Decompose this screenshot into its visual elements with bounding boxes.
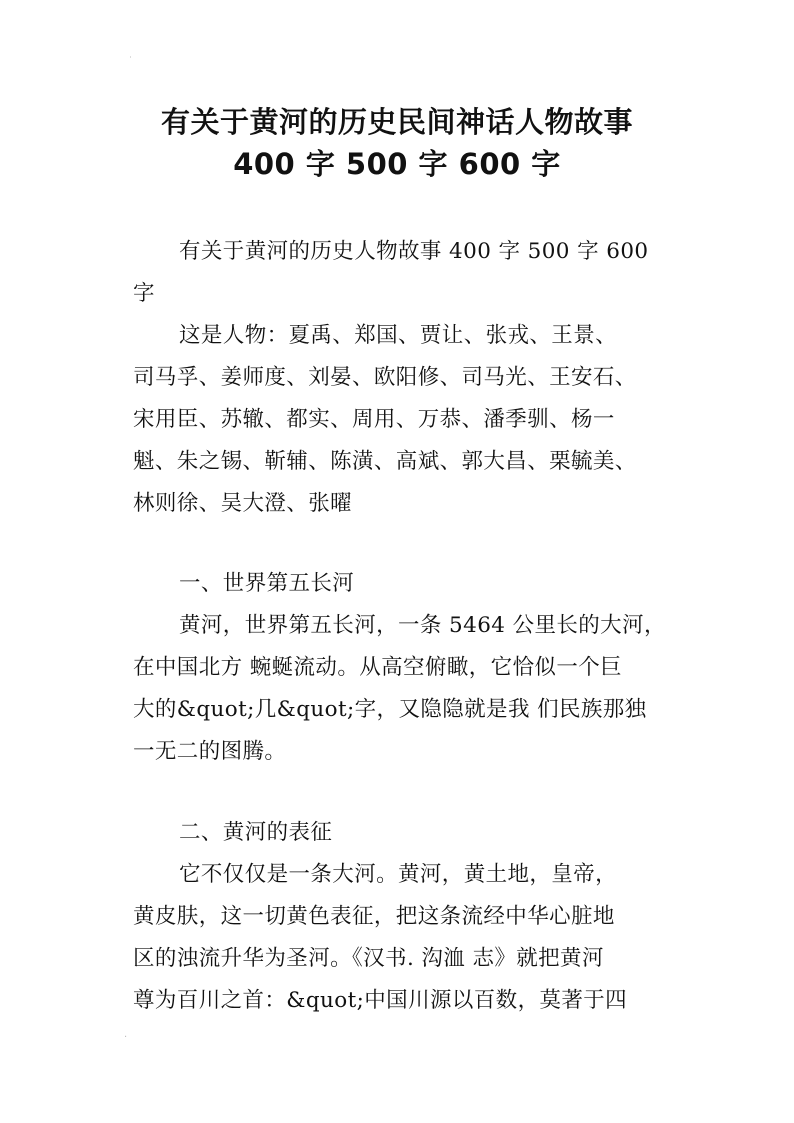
paragraph-line: 有关于黄河的历史人物故事 400 字 500 字 600 xyxy=(179,239,649,264)
paragraph-line: 字 xyxy=(133,281,155,306)
section-2 xyxy=(133,812,673,1022)
section-heading: 二、黄河的表征 xyxy=(179,820,333,845)
paragraph-line: 司马孚、姜师度、刘晏、欧阳修、司马光、王安石、 xyxy=(133,365,637,390)
scan-mark-top: ˙ xyxy=(128,56,133,67)
document-title-line-2: 400 字 500 字 600 字 xyxy=(233,147,561,181)
intro-paragraph xyxy=(133,231,673,315)
paragraph-line: 黄皮肤，这一切黄色表征，把这条流经中华心脏地 xyxy=(133,904,615,929)
paragraph-line: 林则徐、吴大澄、张曜 xyxy=(133,491,353,516)
paragraph-line: 这是人物：夏禹、郑国、贾让、张戎、王景、 xyxy=(179,323,618,348)
people-paragraph xyxy=(133,315,673,525)
paragraph-line: 尊为百川之首：&quot;中国川源以百数，莫著于四 xyxy=(133,988,628,1013)
section-heading: 一、世界第五长河 xyxy=(179,571,355,596)
paragraph-line: 在中国北方 蜿蜒流动。从高空俯瞰，它恰似一个巨 xyxy=(133,655,623,680)
document-title-line-1: 有关于黄河的历史民间神话人物故事 xyxy=(160,105,633,139)
paragraph-line: 黄河，世界第五长河，一条 5464 公里长的大河， xyxy=(179,613,666,638)
paragraph-line: 大的&quot;几&quot;字，又隐隐就是我 们民族那独 xyxy=(133,697,647,722)
paragraph-line: 魁、朱之锡、靳辅、陈潢、高斌、郭大昌、栗毓美、 xyxy=(133,449,637,474)
paragraph-line: 宋用臣、苏辙、都实、周用、万恭、潘季驯、杨一 xyxy=(133,407,615,432)
section-1 xyxy=(133,563,673,773)
scan-mark-bottom: · xyxy=(124,1032,128,1043)
paragraph-line: 一无二的图腾。 xyxy=(133,739,287,764)
paragraph-line: 区的浊流升华为圣河。《汉书. 沟洫 志》就把黄河 xyxy=(133,946,604,971)
paragraph-line: 它不仅仅是一条大河。黄河，黄土地，皇帝， xyxy=(179,862,618,887)
